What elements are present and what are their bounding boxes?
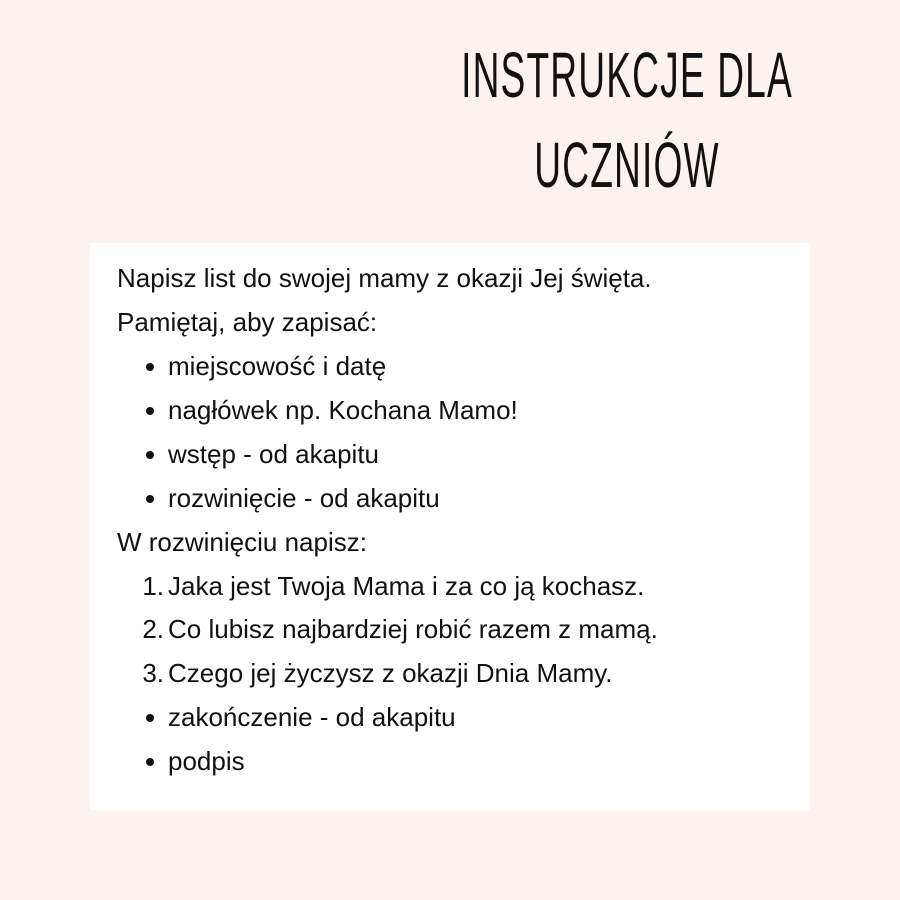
item-number: 3. (142, 658, 164, 688)
intro-text: Napisz list do swojej mamy z okazji Jej święta. (117, 263, 652, 293)
body-heading: W rozwinięciu napisz: (117, 527, 367, 557)
list-item: nagłówek np. Kochana Mamo! (168, 395, 518, 425)
list-item: miejscowość i datę (168, 351, 387, 381)
item-text: Co lubisz najbardziej robić razem z mamą. (168, 614, 658, 644)
list-item: zakończenie - od akapitu (168, 702, 456, 732)
numbered-item (142, 571, 645, 601)
title-line-2: UCZNIÓW (534, 129, 720, 201)
list-item: rozwinięcie - od akapitu (168, 483, 440, 513)
numbered-item (142, 658, 613, 688)
list-item: wstęp - od akapitu (168, 439, 380, 469)
remember-text: Pamiętaj, aby zapisać: (117, 307, 378, 337)
item-text: Jaka jest Twoja Mama i za co ją kochasz. (168, 571, 645, 601)
item-number: 1. (142, 571, 164, 601)
item-text: Czego jej życzysz z okazji Dnia Mamy. (168, 658, 613, 688)
item-number: 2. (142, 614, 164, 644)
title-line-1: INSTRUKCJE DLA (461, 39, 793, 111)
instructions-card (90, 243, 810, 810)
numbered-item (142, 614, 658, 644)
list-item: podpis (168, 746, 245, 776)
